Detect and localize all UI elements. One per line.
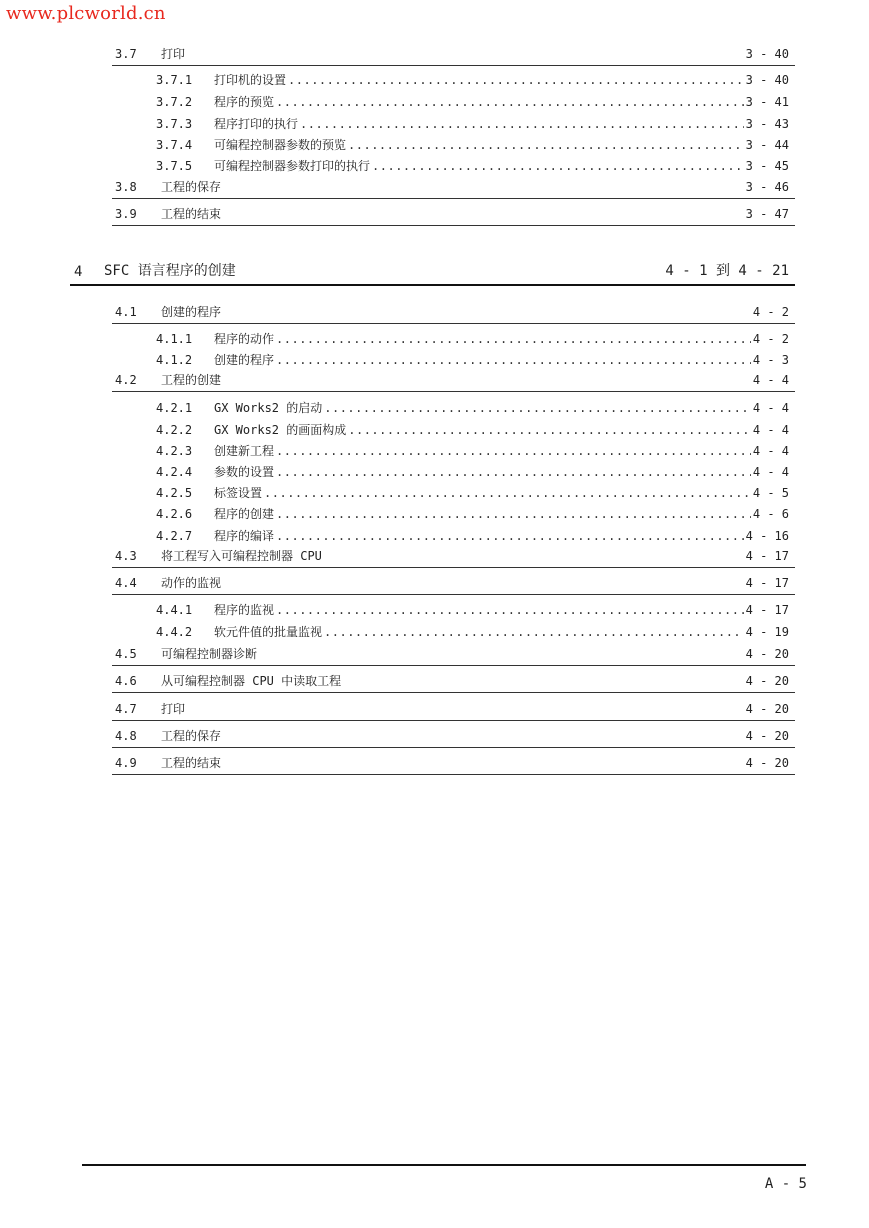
toc-title: 打印机的设置	[214, 73, 287, 87]
chapter-page-range: 4 - 1 到 4 - 21	[665, 263, 789, 279]
toc-title: 工程的创建	[161, 373, 222, 387]
toc-number: 4.2.1	[156, 401, 193, 415]
toc-section-4-1[interactable]	[112, 300, 795, 324]
toc-chapter-4[interactable]	[70, 258, 795, 286]
toc-subsection-4-2-2[interactable]	[156, 420, 795, 438]
dot-leader	[276, 352, 751, 368]
toc-number: 4.8	[115, 729, 137, 743]
toc-subsection-3-7-2[interactable]	[156, 92, 795, 110]
dot-leader	[276, 443, 751, 459]
toc-title: 程序的预览	[214, 95, 275, 109]
chapter-title: SFC 语言程序的创建	[104, 263, 236, 279]
toc-page: 4 - 17	[745, 603, 789, 617]
toc-page: 4 - 2	[752, 305, 789, 319]
dot-leader	[324, 400, 751, 416]
toc-title: 动作的监视	[161, 576, 222, 590]
toc-number: 3.7.5	[156, 159, 193, 173]
toc-title: 将工程写入可编程控制器 CPU	[161, 549, 322, 563]
toc-subsection-4-2-7[interactable]	[156, 526, 795, 544]
toc-number: 4.9	[115, 756, 137, 770]
dot-leader	[348, 137, 744, 153]
toc-section-4-9[interactable]	[112, 751, 795, 775]
toc-subsection-4-2-5[interactable]	[156, 483, 795, 501]
toc-title: 程序的监视	[214, 603, 275, 617]
toc-page: 3 - 44	[745, 138, 789, 152]
toc-number: 4.4.2	[156, 625, 193, 639]
toc-title: GX Works2 的启动	[214, 401, 323, 415]
dot-leader	[276, 94, 744, 110]
dot-leader	[348, 422, 751, 438]
toc-title: 程序的动作	[214, 332, 275, 346]
toc-page: 3 - 45	[745, 159, 789, 173]
dot-leader	[276, 528, 744, 544]
toc-page: 4 - 16	[745, 529, 789, 543]
toc-page: 4 - 2	[752, 332, 789, 346]
toc-page: 4 - 20	[745, 729, 789, 743]
toc-number: 4.2.4	[156, 465, 193, 479]
toc-title: 程序的编译	[214, 529, 275, 543]
toc-title: 工程的结束	[161, 207, 222, 221]
toc-subsection-3-7-3[interactable]	[156, 114, 795, 132]
toc-number: 4.3	[115, 549, 137, 563]
toc-title: 创建的程序	[161, 305, 222, 319]
toc-page: 4 - 20	[745, 702, 789, 716]
toc-subsection-4-2-1[interactable]	[156, 398, 795, 416]
toc-subsection-4-2-3[interactable]	[156, 441, 795, 459]
toc-page: 4 - 4	[752, 401, 789, 415]
footer-divider	[82, 1164, 806, 1166]
dot-leader	[324, 624, 744, 640]
toc-number: 3.7.4	[156, 138, 193, 152]
toc-subsection-4-1-1[interactable]	[156, 329, 795, 347]
dot-leader	[264, 485, 751, 501]
dot-leader	[372, 158, 744, 174]
site-watermark: www.plcworld.cn	[6, 3, 166, 24]
toc-title: 工程的保存	[161, 729, 222, 743]
dot-leader	[276, 331, 751, 347]
toc-page: 3 - 43	[745, 117, 789, 131]
toc-section-3-8[interactable]	[112, 175, 795, 199]
toc-page: 4 - 17	[745, 576, 789, 590]
toc-title: 程序的创建	[214, 507, 275, 521]
toc-number: 4.2.2	[156, 423, 193, 437]
footer-page-number: A - 5	[764, 1176, 807, 1192]
toc-page: 4 - 3	[752, 353, 789, 367]
toc-subsection-4-2-4[interactable]	[156, 462, 795, 480]
toc-title: 标签设置	[214, 486, 263, 500]
toc-page: 4 - 6	[752, 507, 789, 521]
toc-page: 4 - 20	[745, 756, 789, 770]
toc-subsection-4-4-1[interactable]	[156, 600, 795, 618]
toc-page: 3 - 40	[745, 47, 789, 61]
toc-number: 3.7.1	[156, 73, 193, 87]
toc-subsection-4-1-2[interactable]	[156, 350, 795, 368]
toc-number: 3.7.3	[156, 117, 193, 131]
toc-subsection-4-2-6[interactable]	[156, 504, 795, 522]
toc-title: 打印	[161, 47, 186, 61]
toc-section-4-4[interactable]	[112, 571, 795, 595]
toc-title: 可编程控制器参数打印的执行	[214, 159, 371, 173]
toc-page: 4 - 5	[752, 486, 789, 500]
toc-number: 4.2.5	[156, 486, 193, 500]
toc-number: 4.4	[115, 576, 137, 590]
toc-title: GX Works2 的画面构成	[214, 423, 347, 437]
toc-subsection-3-7-1[interactable]	[156, 70, 795, 88]
toc-section-4-3[interactable]	[112, 544, 795, 568]
toc-section-3-9[interactable]	[112, 202, 795, 226]
toc-number: 3.8	[115, 180, 137, 194]
toc-page: 4 - 20	[745, 674, 789, 688]
toc-number: 4.2	[115, 373, 137, 387]
toc-page: 3 - 40	[745, 73, 789, 87]
toc-title: 创建新工程	[214, 444, 275, 458]
toc-section-4-5[interactable]	[112, 642, 795, 666]
toc-section-3-7[interactable]	[112, 42, 795, 66]
toc-subsection-3-7-5[interactable]	[156, 156, 795, 174]
toc-title: 打印	[161, 702, 186, 716]
dot-leader	[276, 464, 751, 480]
toc-page: 4 - 4	[752, 444, 789, 458]
toc-page: 4 - 17	[745, 549, 789, 563]
toc-number: 3.9	[115, 207, 137, 221]
toc-subsection-4-4-2[interactable]	[156, 622, 795, 640]
toc-title: 创建的程序	[214, 353, 275, 367]
dot-leader	[288, 72, 744, 88]
toc-page: 3 - 46	[745, 180, 789, 194]
toc-title: 可编程控制器诊断	[161, 647, 258, 661]
toc-title: 软元件值的批量监视	[214, 625, 323, 639]
toc-title: 程序打印的执行	[214, 117, 299, 131]
toc-number: 4.1.1	[156, 332, 193, 346]
dot-leader	[276, 602, 744, 618]
chapter-number: 4	[74, 264, 83, 280]
toc-page: 4 - 20	[745, 647, 789, 661]
toc-page: 3 - 41	[745, 95, 789, 109]
toc-number: 4.5	[115, 647, 137, 661]
toc-number: 4.4.1	[156, 603, 193, 617]
toc-page: 4 - 19	[745, 625, 789, 639]
toc-section-4-6[interactable]	[112, 669, 795, 693]
toc-title: 工程的结束	[161, 756, 222, 770]
toc-number: 4.1	[115, 305, 137, 319]
toc-page: 4 - 4	[752, 465, 789, 479]
toc-number: 4.7	[115, 702, 137, 716]
toc-number: 3.7.2	[156, 95, 193, 109]
toc-title: 参数的设置	[214, 465, 275, 479]
toc-number: 4.2.6	[156, 507, 193, 521]
toc-number: 4.6	[115, 674, 137, 688]
toc-section-4-7[interactable]	[112, 697, 795, 721]
dot-leader	[276, 506, 751, 522]
toc-page: 4 - 4	[752, 373, 789, 387]
toc-number: 4.2.3	[156, 444, 193, 458]
toc-section-4-8[interactable]	[112, 724, 795, 748]
dot-leader	[300, 116, 744, 132]
toc-number: 4.1.2	[156, 353, 193, 367]
toc-section-4-2[interactable]	[112, 368, 795, 392]
toc-title: 工程的保存	[161, 180, 222, 194]
toc-number: 3.7	[115, 47, 137, 61]
toc-title: 可编程控制器参数的预览	[214, 138, 347, 152]
toc-subsection-3-7-4[interactable]	[156, 135, 795, 153]
toc-page: 4 - 4	[752, 423, 789, 437]
toc-page: 3 - 47	[745, 207, 789, 221]
toc-title: 从可编程控制器 CPU 中读取工程	[161, 674, 342, 688]
toc-number: 4.2.7	[156, 529, 193, 543]
